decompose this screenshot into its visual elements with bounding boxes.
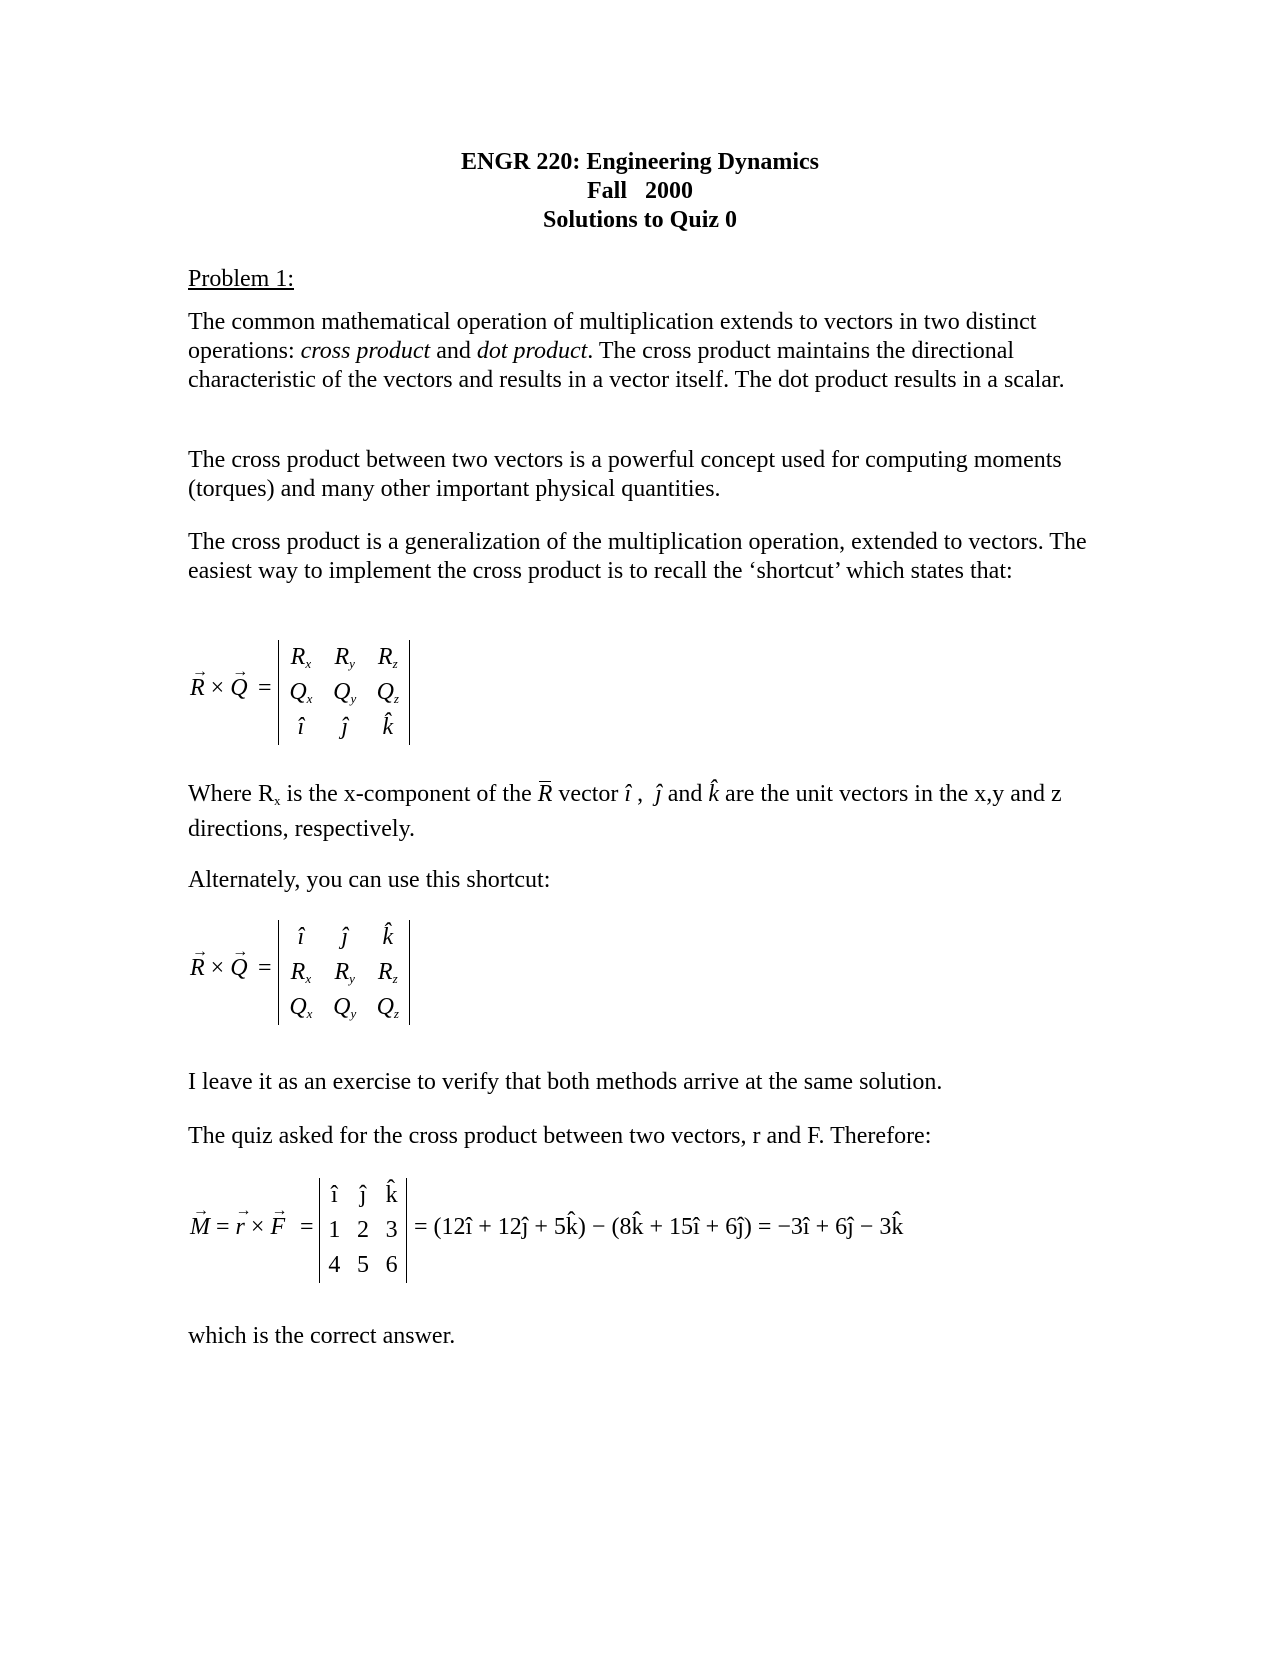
matrix-cell: 3 [385, 1217, 398, 1243]
vector-q: → Q [230, 943, 249, 981]
paragraph-text: and [430, 338, 477, 364]
problem-heading: Problem 1: [188, 266, 294, 292]
term-dot-product: dot product [476, 338, 588, 364]
determinant-matrix [278, 640, 410, 745]
equation-cross-product-2 [188, 920, 448, 1030]
vector-r: → r [235, 1202, 252, 1240]
unit-vector-k: k̂ [708, 781, 720, 807]
matrix-cell: $R_z$ [377, 643, 398, 671]
matrix-cell: k̂ [382, 923, 394, 950]
matrix-cell: 1 [328, 1217, 341, 1243]
paragraph-conclusion: which is the correct answer. [188, 1323, 456, 1349]
paragraph-text: and [661, 781, 709, 807]
matrix-cell: 2 [356, 1217, 369, 1243]
equals-sign: = [300, 1214, 314, 1240]
paragraph-quiz: The quiz asked for the cross product between two vectors, r and F. Therefore: [188, 1123, 932, 1149]
equation-lhs: → R × → Q [190, 663, 249, 701]
matrix-row [320, 1248, 406, 1283]
matrix-cell: $Q_y$ [333, 993, 357, 1021]
paragraph-exercise: I leave it as an exercise to verify that both methods arrive at the same solution. [188, 1069, 943, 1095]
matrix-row [320, 1213, 406, 1248]
paragraph-alternately: Alternately, you can use this shortcut: [188, 867, 551, 893]
equation-moment [188, 1178, 1088, 1288]
subscript: x [273, 793, 281, 808]
paragraph-operations [188, 308, 1098, 395]
matrix-cell: $R_y$ [334, 958, 355, 986]
paragraph-shortcut: The cross product is a generalization of the multiplication operation, extended to vectors. The easiest way to implement the cross product is to recall the ‘shortcut’ which states that: [188, 529, 1087, 584]
term-cross-product: cross product [300, 338, 431, 364]
matrix-cell: ĵ [341, 923, 348, 950]
matrix-cell: 5 [356, 1252, 369, 1278]
paragraph-text: . The cross product maintains the directional characteristic of the vectors and results in a vector itself. The dot product results in a scalar. [188, 338, 1065, 393]
equation-cross-product-1 [188, 640, 448, 750]
paragraph-text: are the unit vectors in the x,y and z directions, respectively. [188, 781, 1062, 842]
equation-lhs: → M = → r × → F [190, 1202, 288, 1240]
course-title: ENGR 220: Engineering Dynamics [460, 149, 819, 175]
unit-vector-j: ĵ [655, 781, 662, 807]
vector-r: → R [190, 663, 208, 701]
matrix-cell: $Q_z$ [376, 993, 399, 1021]
matrix-row [279, 675, 409, 710]
determinant-matrix [319, 1178, 407, 1283]
matrix-cell: $R_z$ [377, 958, 398, 986]
matrix-cell: î [297, 923, 305, 950]
term-label: Fall 2000 [587, 178, 693, 204]
matrix-cell: $Q_x$ [289, 678, 313, 706]
paragraph-moments: The cross product between two vectors is a powerful concept used for computing moments (torques) and many other important physical quantities. [188, 447, 1062, 502]
matrix-row [279, 990, 409, 1025]
vector-m: → M [190, 1202, 210, 1240]
paragraph-text: vector [552, 781, 625, 807]
matrix-row [320, 1178, 406, 1213]
matrix-cell: $R_x$ [290, 643, 312, 671]
vector-f: → F [270, 1202, 288, 1240]
matrix-cell: 6 [385, 1252, 398, 1278]
unit-vector-i: î [624, 781, 632, 807]
determinant-matrix [278, 920, 410, 1025]
matrix-cell: 4 [328, 1252, 341, 1278]
matrix-row [279, 955, 409, 990]
matrix-cell: $Q_x$ [289, 993, 313, 1021]
matrix-cell: $R_y$ [334, 643, 355, 671]
matrix-cell: ĵ [341, 713, 348, 740]
paragraph-text: Where R [188, 781, 274, 807]
paragraph-components [188, 780, 1098, 844]
equation-rhs: = (12î + 12ĵ + 5k̂) − (8k̂ + 15î + 6ĵ) = −3î + 6ĵ − 3k̂ [414, 1214, 904, 1240]
matrix-row [279, 710, 409, 745]
matrix-cell: î [330, 1182, 338, 1208]
matrix-cell: k̂ [382, 713, 394, 740]
equals-sign: = [258, 675, 272, 701]
matrix-cell: $R_x$ [290, 958, 312, 986]
matrix-cell: $Q_y$ [333, 678, 357, 706]
vector-r-bar: R [537, 781, 553, 807]
matrix-cell: k̂ [385, 1182, 398, 1208]
document-header [0, 148, 1280, 235]
vector-q: → Q [230, 663, 249, 701]
matrix-cell: î [297, 713, 305, 740]
matrix-row [279, 920, 409, 955]
paragraph-text: , [631, 781, 656, 807]
document-subtitle: Solutions to Quiz 0 [542, 207, 738, 233]
vector-r: → R [190, 943, 208, 981]
matrix-cell: ĵ [359, 1182, 367, 1208]
matrix-row [279, 640, 409, 675]
paragraph-text: The common mathematical operation of multiplication extends to vectors in two distinct operations: [188, 309, 1037, 364]
equals-sign: = [258, 955, 272, 981]
matrix-cell: $Q_z$ [376, 678, 399, 706]
paragraph-text: is the x-component of the [280, 781, 538, 807]
equation-lhs: → R × → Q [190, 943, 249, 981]
